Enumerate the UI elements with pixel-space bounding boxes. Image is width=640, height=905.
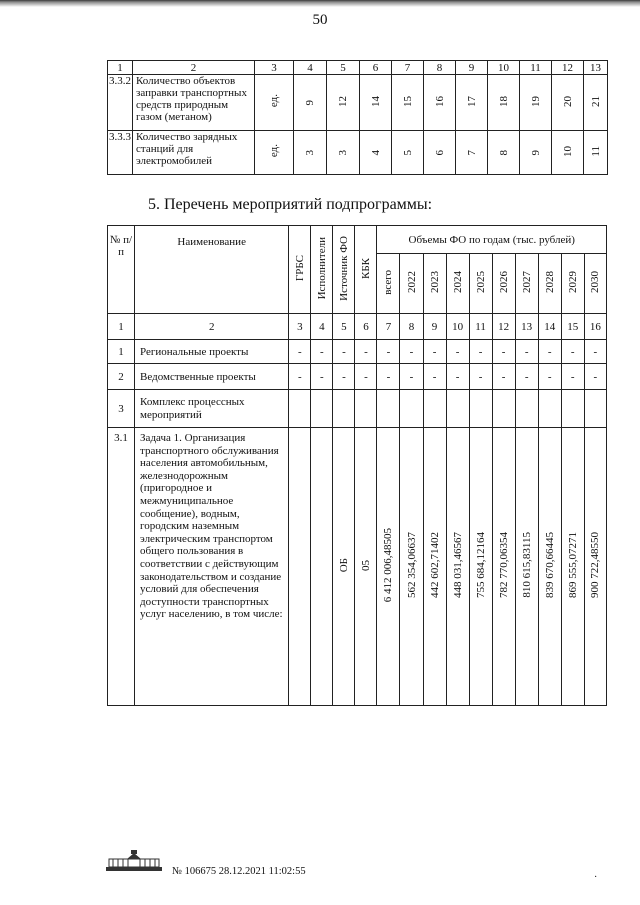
col-number: 5 <box>333 314 355 340</box>
dash-cell: - <box>400 340 423 364</box>
row-value: 14 <box>369 95 382 107</box>
col-number: 10 <box>488 61 520 75</box>
row-value: 7 <box>465 150 478 156</box>
task-total: 6 412 006,48505 <box>382 527 395 603</box>
task-year-value: 448 031,46567 <box>451 532 464 598</box>
header-year: 2028 <box>543 271 556 293</box>
header-total: всего <box>382 269 395 295</box>
col-number: 1 <box>108 314 135 340</box>
task-kbk: 05 <box>359 559 372 571</box>
row-value: 12 <box>337 95 349 107</box>
col-number: 4 <box>311 314 333 340</box>
dash-cell: - <box>584 340 606 364</box>
header-year: 2023 <box>428 271 441 293</box>
col-number: 7 <box>392 61 424 75</box>
dash-cell: - <box>355 364 377 390</box>
header-row <box>108 226 607 254</box>
page-number: 50 <box>312 12 328 28</box>
col-number: 8 <box>400 314 423 340</box>
dash-cell: - <box>355 340 377 364</box>
header-name: Наименование <box>135 226 289 314</box>
col-number: 11 <box>469 314 492 340</box>
table-row <box>108 364 607 390</box>
col-number: 6 <box>360 61 392 75</box>
task-row <box>108 428 607 706</box>
row-num: 2 <box>108 364 135 390</box>
scan-edge <box>0 0 640 8</box>
task-num: 3.1 <box>108 428 135 706</box>
dash-cell: - <box>561 340 584 364</box>
task-year-value: 562 354,06637 <box>405 532 418 598</box>
row-num: 1 <box>108 340 135 364</box>
dash-cell: - <box>446 340 469 364</box>
header-year: 2027 <box>520 271 533 293</box>
row-name: Количество объектов заправки транспортных средств природным газом (метаном) <box>133 75 255 131</box>
col-number: 2 <box>135 314 289 340</box>
document-registration: № 106675 28.12.2021 11:02:55 <box>172 866 306 877</box>
col-number: 12 <box>552 61 584 75</box>
col-number: 6 <box>355 314 377 340</box>
task-year-value: 900 722,48550 <box>589 532 602 598</box>
col-number: 2 <box>133 61 255 75</box>
header-year: 2025 <box>474 271 487 293</box>
row-value: 9 <box>529 150 542 156</box>
row-value: 3 <box>337 150 349 156</box>
row-value: 17 <box>465 95 478 107</box>
header-volumes: Объемы ФО по годам (тыс. рублей) <box>377 226 607 254</box>
header-year: 2024 <box>451 271 464 293</box>
task-source: ОБ <box>337 557 350 573</box>
header-kbk: КБК <box>359 257 372 279</box>
header-executors: Исполнители <box>315 236 328 300</box>
header-source: Источник ФО <box>337 235 350 301</box>
col-number: 3 <box>289 314 311 340</box>
task-name: Задача 1. Организация транспортного обслуживания населения автомобильным, железнодорожным (пригородное и межмуниципальное сообщение), водным, городским наземным электрическим транспортом общего пользования в соответствии с действующим законодательством и создание условий для обеспечения доступности транспортных услуг населению, в том числе: <box>140 432 283 621</box>
row-value: 20 <box>561 95 574 107</box>
col-number: 9 <box>456 61 488 75</box>
row-value: 18 <box>497 95 510 107</box>
col-number: 16 <box>584 314 606 340</box>
row-num: 3 <box>108 390 135 428</box>
col-number: 13 <box>584 61 608 75</box>
row-unit: ед. <box>268 94 280 108</box>
dash-cell: - <box>561 364 584 390</box>
row-value: 19 <box>529 95 542 107</box>
table-row <box>108 131 608 175</box>
col-number: 11 <box>520 61 552 75</box>
row-name: Количество зарядных станций для электромобилей <box>133 131 255 175</box>
footer-mark: · <box>594 872 598 883</box>
dash-cell: - <box>584 364 606 390</box>
row-value: 8 <box>497 150 510 156</box>
row-name: Региональные проекты <box>135 340 289 364</box>
col-number: 10 <box>446 314 469 340</box>
col-number: 7 <box>377 314 400 340</box>
indicators-table <box>107 60 608 175</box>
dash-cell: - <box>515 364 538 390</box>
dash-cell: - <box>423 340 446 364</box>
row-code: 3.3.3 <box>108 131 133 175</box>
col-number: 9 <box>423 314 446 340</box>
dash-cell: - <box>400 364 423 390</box>
dash-cell: - <box>515 340 538 364</box>
dash-cell: - <box>492 364 515 390</box>
header-year: 2029 <box>566 271 579 293</box>
row-name: Ведомственные проекты <box>135 364 289 390</box>
dash-cell: - <box>311 340 333 364</box>
dash-cell: - <box>289 364 311 390</box>
dash-cell: - <box>289 340 311 364</box>
task-year-value: 810 615,83115 <box>520 532 533 598</box>
section-title: 5. Перечень мероприятий подпрограммы: <box>148 196 433 213</box>
dash-cell: - <box>423 364 446 390</box>
dash-cell: - <box>492 340 515 364</box>
col-number: 12 <box>492 314 515 340</box>
dash-cell: - <box>538 340 561 364</box>
row-value: 5 <box>401 150 414 156</box>
header-num: № п/п <box>108 226 135 314</box>
col-number: 4 <box>294 61 327 75</box>
row-value: 15 <box>401 95 414 107</box>
task-year-value: 782 770,06354 <box>497 532 510 598</box>
table-row <box>108 75 608 131</box>
row-value: 3 <box>304 150 316 156</box>
dash-cell: - <box>311 364 333 390</box>
col-number: 8 <box>424 61 456 75</box>
row-value: 11 <box>589 145 602 157</box>
dash-cell: - <box>469 340 492 364</box>
task-year-value: 755 684,12164 <box>474 532 487 598</box>
dash-cell: - <box>446 364 469 390</box>
col-number: 1 <box>108 61 133 75</box>
header-year: 2026 <box>497 271 510 293</box>
col-number: 14 <box>538 314 561 340</box>
activities-table <box>107 225 607 706</box>
col-number: 5 <box>327 61 360 75</box>
dash-cell: - <box>377 340 400 364</box>
col-number: 15 <box>561 314 584 340</box>
row-value: 16 <box>433 95 446 107</box>
dash-cell: - <box>333 340 355 364</box>
header-year: 2030 <box>589 271 602 293</box>
row-value: 21 <box>589 95 602 107</box>
row-value: 4 <box>369 150 382 156</box>
header-grbs: ГРБС <box>293 254 306 282</box>
row-name: Комплекс процессных мероприятий <box>135 390 289 428</box>
indicators-header-row <box>108 61 608 75</box>
header-year: 2022 <box>405 271 418 293</box>
task-year-value: 839 670,66445 <box>543 532 556 598</box>
row-value: 10 <box>561 145 574 157</box>
task-year-value: 442 602,71402 <box>428 532 441 598</box>
dash-cell: - <box>538 364 561 390</box>
table-row <box>108 340 607 364</box>
dash-cell: - <box>377 364 400 390</box>
row-value: 6 <box>433 150 446 156</box>
col-number: 3 <box>255 61 294 75</box>
row-value: 9 <box>304 100 316 106</box>
row-unit: ед. <box>268 144 280 158</box>
task-year-value: 869 555,07271 <box>566 532 579 598</box>
table-row <box>108 390 607 428</box>
building-logo-icon <box>105 850 163 877</box>
col-number: 13 <box>515 314 538 340</box>
dash-cell: - <box>333 364 355 390</box>
row-code: 3.3.2 <box>108 75 133 131</box>
numbering-row <box>108 314 607 340</box>
dash-cell: - <box>469 364 492 390</box>
